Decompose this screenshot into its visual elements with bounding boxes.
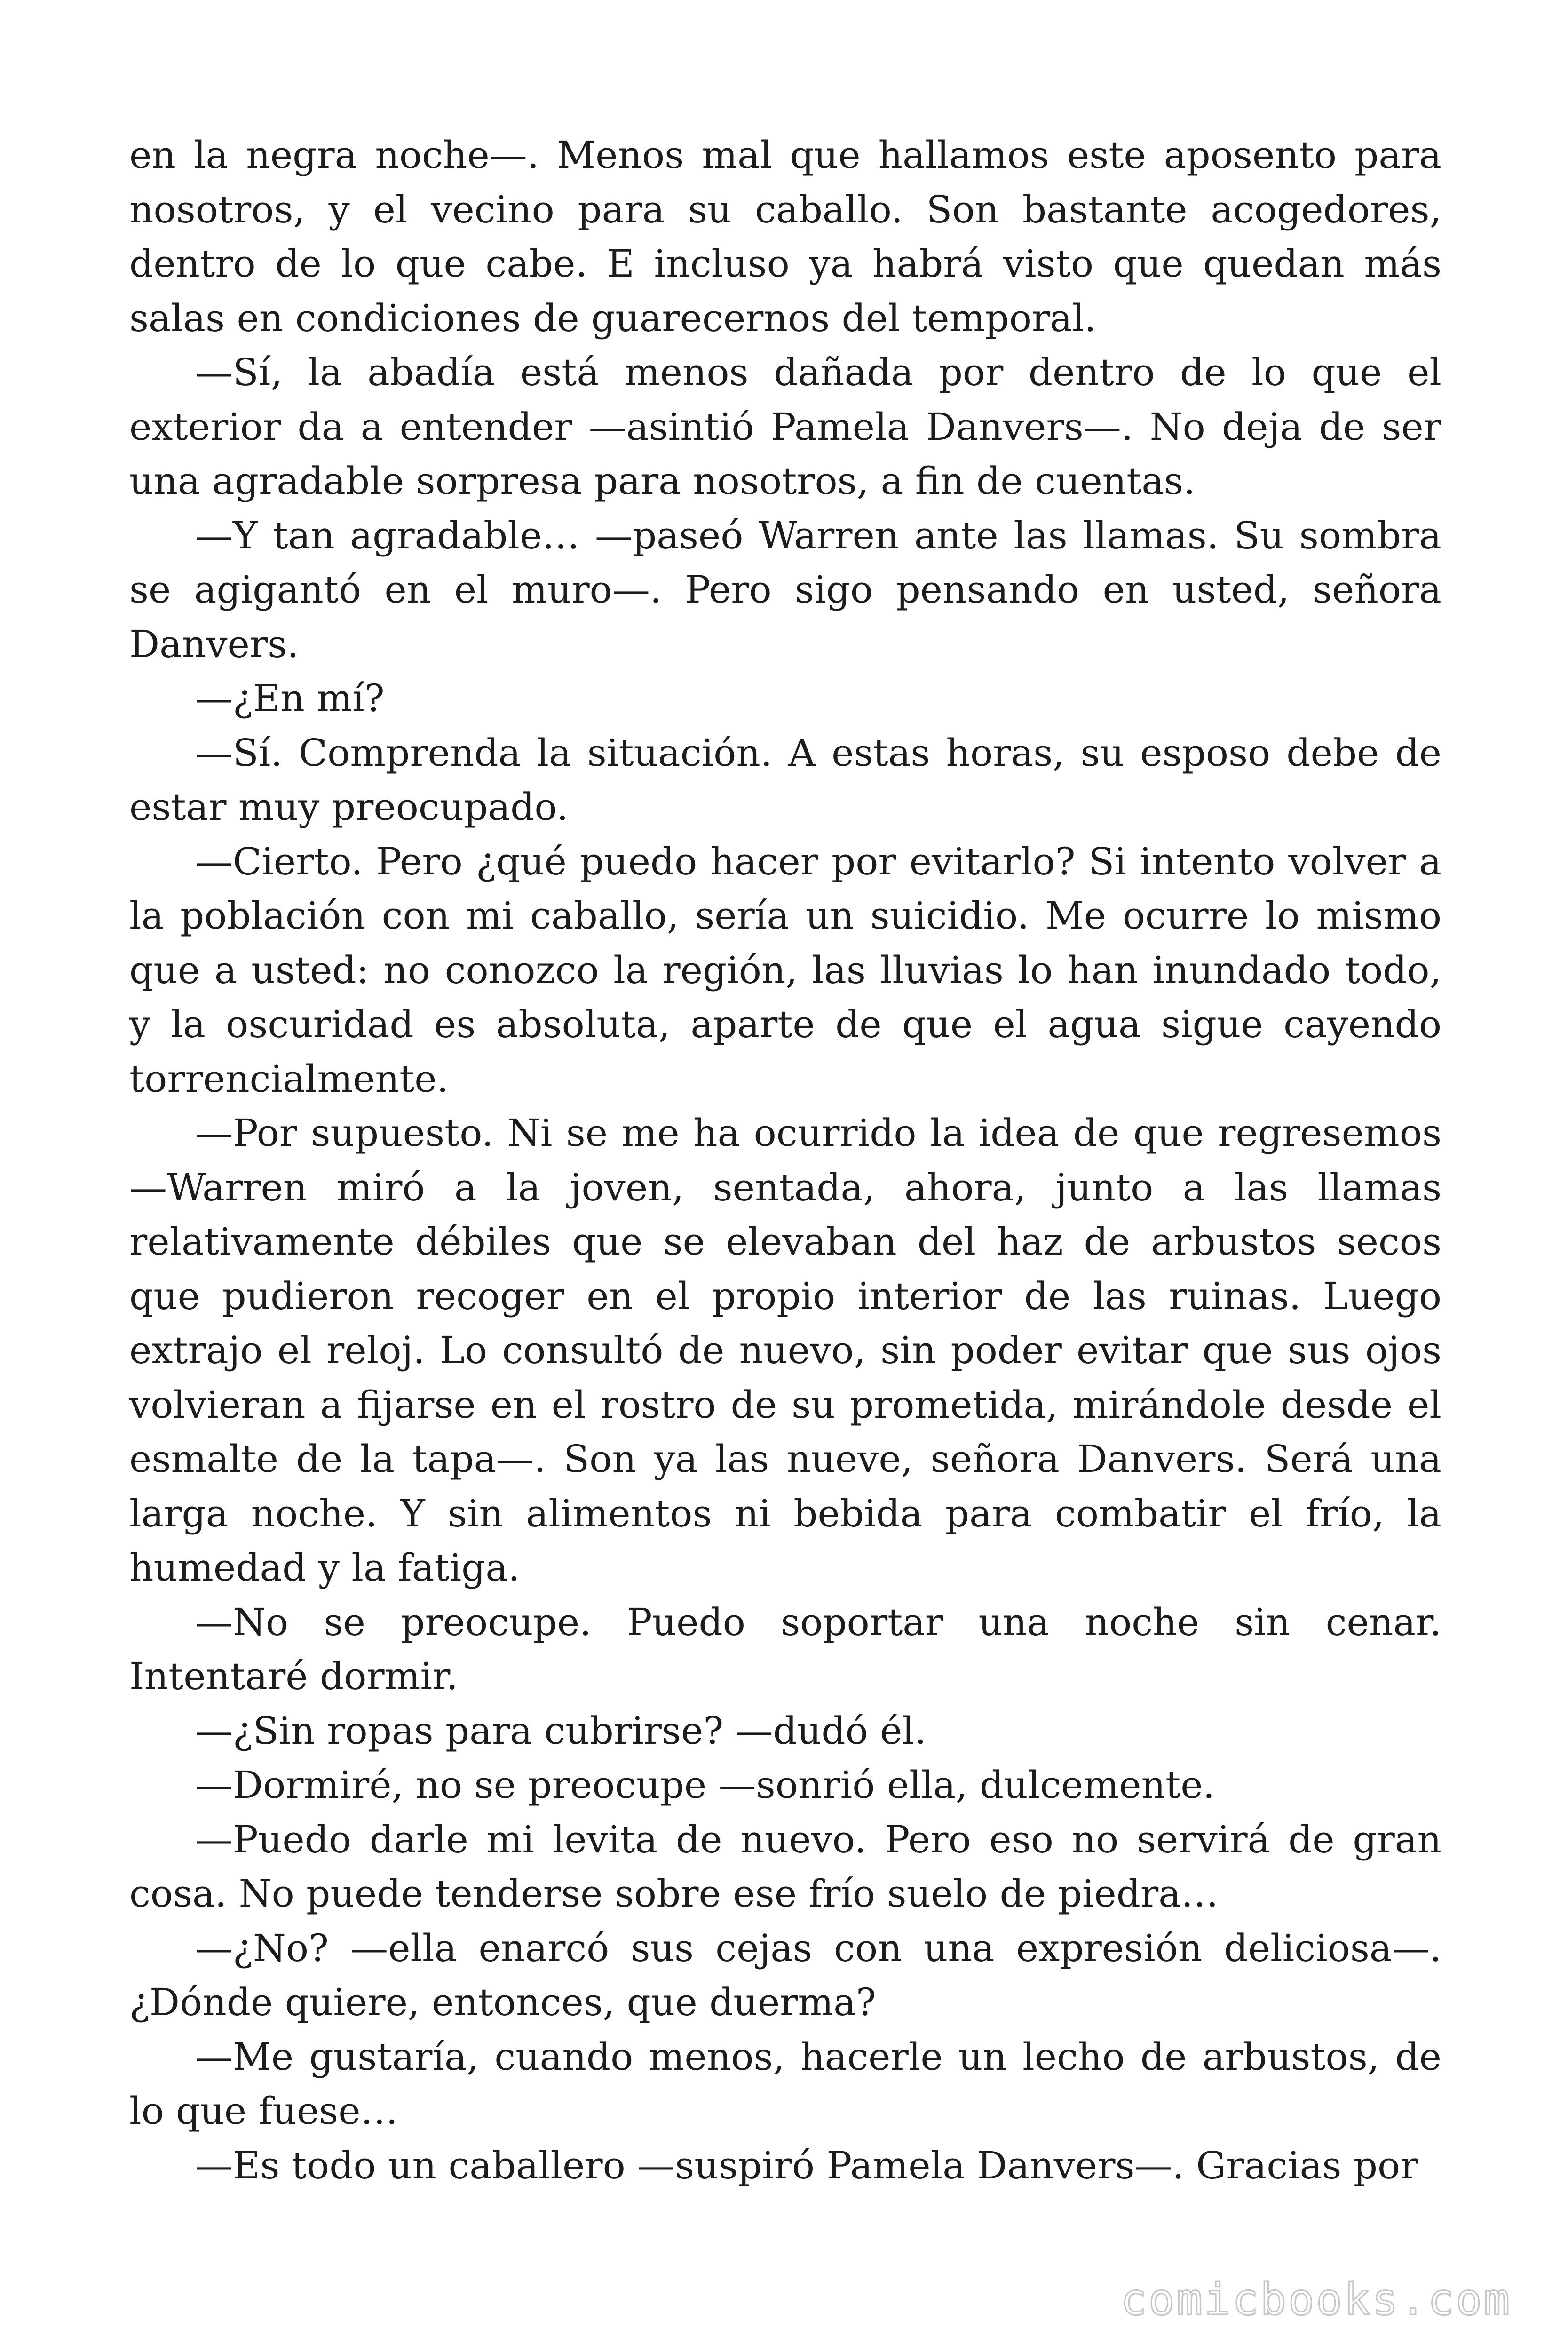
paragraph: —Cierto. Pero ¿qué puedo hacer por evitarlo? Si intento volver a la población con mi caballo, sería un suicidio. Me ocurre lo mismo que a usted: no conozco la región, las lluvias lo han inundado todo, y la oscuridad es absoluta, aparte de que el agua sigue cayendo torrencialmente.	[129, 839, 1441, 1101]
paragraph: —Me gustaría, cuando menos, hacerle un lecho de arbustos, de lo que fuese…	[129, 2034, 1441, 2133]
book-page-body	[129, 128, 1441, 2193]
paragraph: —¿No? —ella enarcó sus cejas con una expresión deliciosa—. ¿Dónde quiere, entonces, que duerma?	[129, 1926, 1441, 2024]
site-watermark: comicbooks.com	[1120, 2274, 1512, 2325]
paragraph: —Sí. Comprenda la situación. A estas horas, su esposo debe de estar muy preocupado.	[129, 731, 1441, 829]
paragraph: —¿En mí?	[195, 676, 385, 720]
paragraph: —Puedo darle mi levita de nuevo. Pero eso no servirá de gran cosa. No puede tenderse sobre ese frío suelo de piedra…	[129, 1817, 1441, 1915]
paragraph: —Dormiré, no se preocupe —sonrió ella, dulcemente.	[195, 1763, 1215, 1807]
paragraph: —Es todo un caballero —suspiró Pamela Danvers—. Gracias por	[195, 2143, 1418, 2187]
paragraph: —Sí, la abadía está menos dañada por dentro de lo que el exterior da a entender —asintió Pamela Danvers—. No deja de ser una agradable sorpresa para nosotros, a fin de cuentas.	[129, 350, 1441, 503]
paragraph: —¿Sin ropas para cubrirse? —dudó él.	[195, 1708, 927, 1753]
paragraph: —Y tan agradable… —paseó Warren ante las llamas. Su sombra se agigantó en el muro—. Pero sigo pensando en usted, señora Danvers.	[129, 513, 1441, 666]
paragraph: —Por supuesto. Ni se me ha ocurrido la idea de que regresemos —Warren miró a la joven, sentada, ahora, junto a las llamas relativamente débiles que se elevaban del haz de arbustos secos que pudieron recoger en el propio interior de las ruinas. Luego extrajo el reloj. Lo consultó de nuevo, sin poder evitar que sus ojos volvieran a fijarse en el rostro de su prometida, mirándole desde el esmalte de la tapa—. Son ya las nueve, señora Danvers. Será una larga noche. Y sin alimentos ni bebida para combatir el frío, la humedad y la fatiga.	[129, 1111, 1441, 1589]
paragraph-continuation: en la negra noche—. Menos mal que hallamos este aposento para nosotros, y el vecino para su caballo. Son bastante acogedores, dentro de lo que cabe. E incluso ya habrá visto que quedan más salas en condiciones de guarecernos del temporal.	[129, 133, 1441, 340]
paragraph: —No se preocupe. Puedo soportar una noche sin cenar. Intentaré dormir.	[129, 1600, 1441, 1698]
